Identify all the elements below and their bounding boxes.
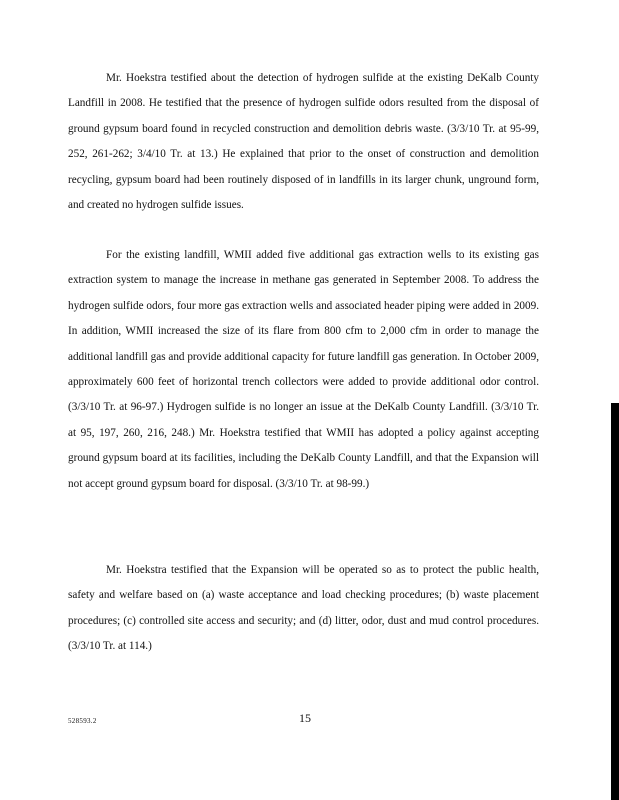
body-paragraph-3: Mr. Hoekstra testified that the Expansion will be operated so as to protect the public health, safety and welfare based on (a) waste acceptance and load checking procedures; (b) waste placement procedures; (c) controlled site access and security; and (d) litter, odor, dust and mud control procedures. (3/3/10 Tr. at 114.) <box>68 564 539 653</box>
scan-edge-bar <box>611 403 619 800</box>
body-paragraph-2: For the existing landfill, WMII added five additional gas extraction wells to its existing gas extraction system to manage the increase in methane gas generated in September 2008. To address the hydrogen sulfide odors, four more gas extraction wells and associated header piping were added in 2009. In addition, WMII increased the size of its flare from 800 cfm to 2,000 cfm in order to manage the additional landfill gas and provide additional capacity for future landfill gas generation. In October 2009, approximately 600 feet of horizontal trench collectors were added to provide additional odor control. (3/3/10 Tr. at 96-97.) Hydrogen sulfide is no longer an issue at the DeKalb County Landfill. (3/3/10 Tr. at 95, 197, 260, 216, 248.) Mr. Hoekstra testified that WMII has adopted a policy against accepting ground gypsum board at its facilities, including the DeKalb County Landfill, and that the Expansion will not accept ground gypsum board for disposal. (3/3/10 Tr. at 98-99.) <box>68 249 539 490</box>
document-code: 528593.2 <box>68 717 97 725</box>
body-paragraph-1: Mr. Hoekstra testified about the detection of hydrogen sulfide at the existing DeKalb County Landfill in 2008. He testified that the presence of hydrogen sulfide odors resulted from the disposal of ground gypsum board found in recycled construction and demolition debris waste. (3/3/10 Tr. at 95-99, 252, 261-262; 3/4/10 Tr. at 13.) He explained that prior to the onset of construction and demolition recycling, gypsum board had been routinely disposed of in landfills in its larger chunk, unground form, and created no hydrogen sulfide issues. <box>68 72 539 212</box>
page-number: 15 <box>299 711 311 725</box>
